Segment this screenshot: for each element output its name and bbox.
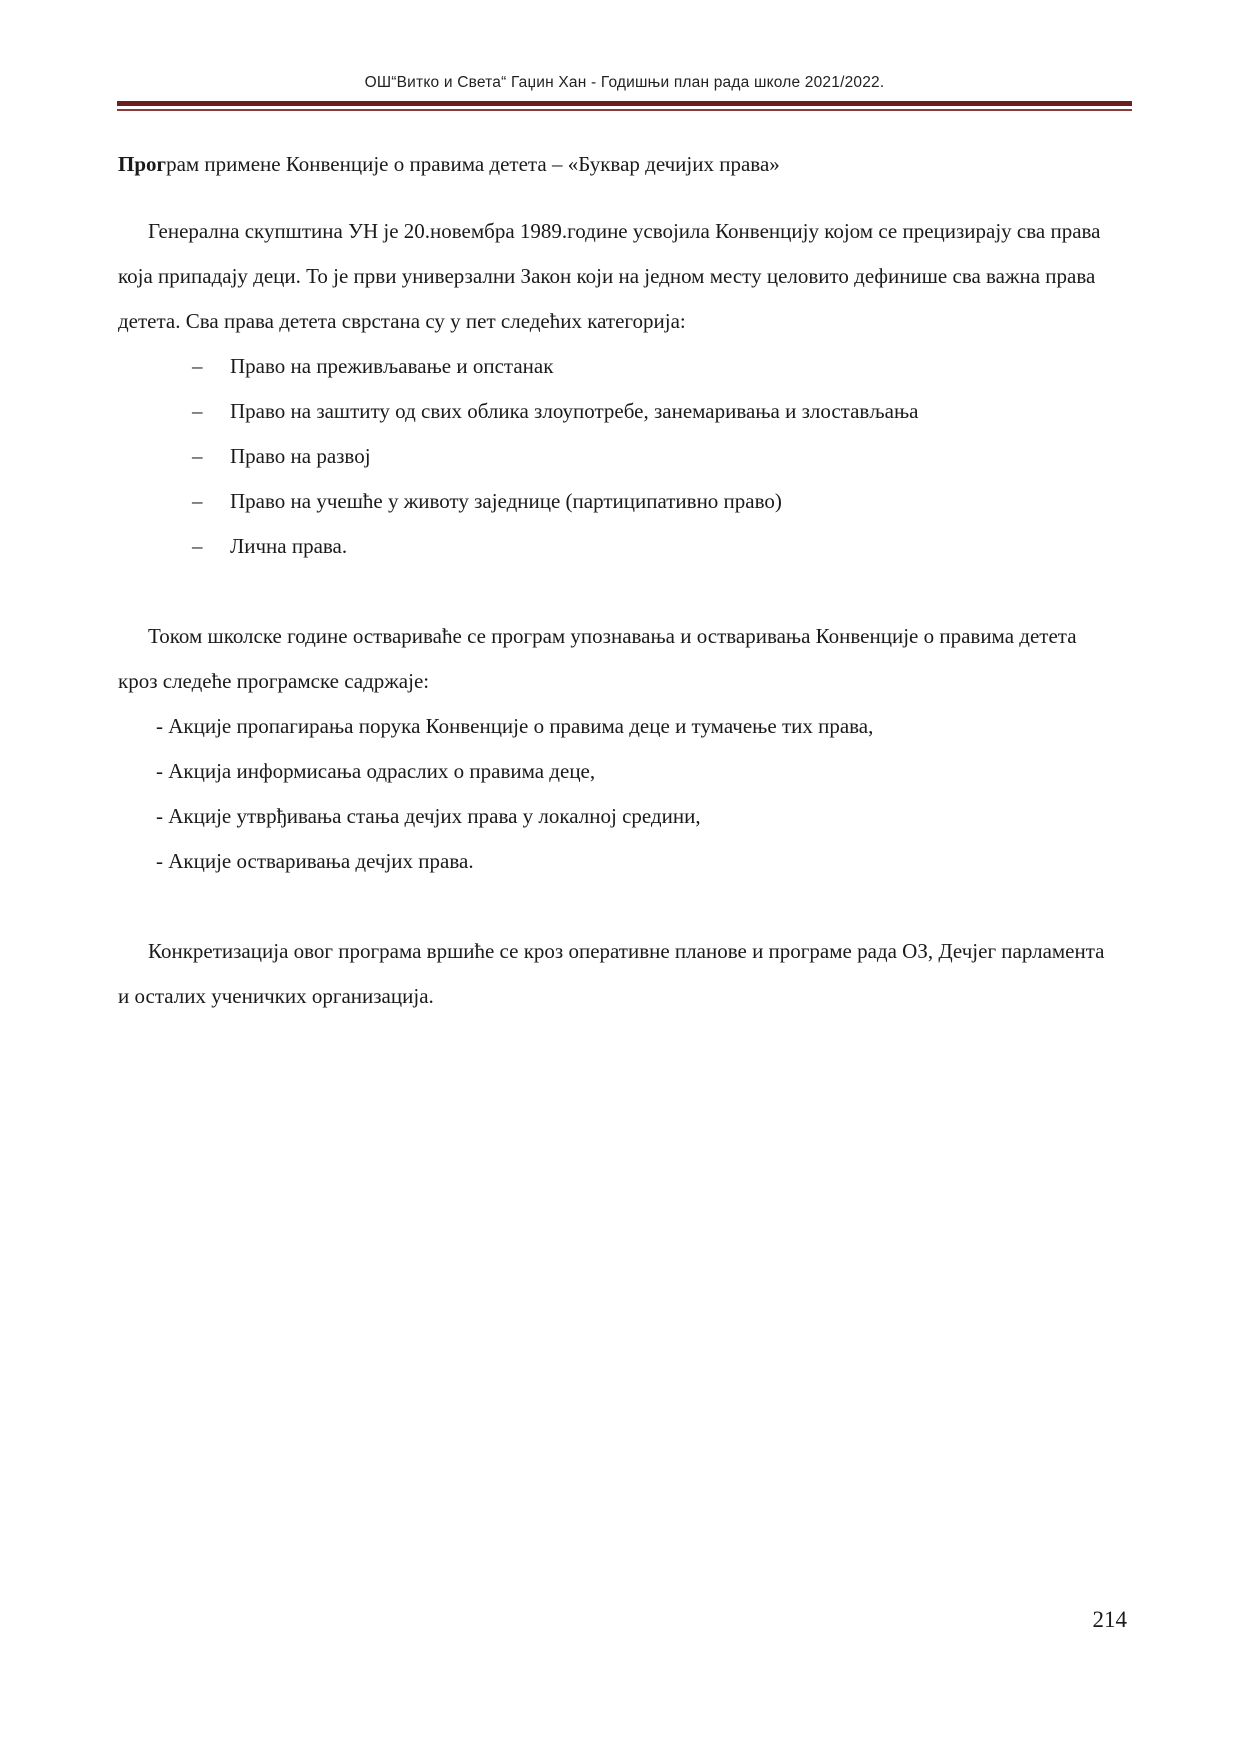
spacer (118, 569, 1118, 614)
list-item (118, 389, 1118, 434)
program-contents-list (118, 704, 1118, 884)
section-title-rest: рам примене Конвенције о правима детета – «Буквар дечијих права» (166, 152, 780, 176)
closing-paragraph: Конкретизација овог програма вршиће се кроз оперативне планове и програме рада ОЗ, Дечјег парламента и осталих ученичких организација. (118, 939, 1105, 1008)
intro-paragraph: Генерална скупштина УН је 20.новембра 1989.године усвојила Конвенцију којом се прецизирају сва права која припадају деци. То је први универзални Закон који на једном месту целовито дефинише сва важна права детета. Сва права детета сврстана су у пет следећих категорија: (118, 219, 1101, 333)
list-item (118, 479, 1118, 524)
list-item (118, 524, 1118, 569)
list-item: - Акције остваривања дечјих права. (156, 849, 474, 873)
list-item-text: Право на заштиту од свих облика злоупотребе, занемаривања и злостављања (230, 399, 919, 423)
list-item-text: Лична права. (230, 534, 348, 558)
dash-bullet: – (192, 489, 203, 513)
list-item (118, 434, 1118, 479)
dash-bullet: – (192, 534, 203, 558)
dash-bullet: – (192, 354, 203, 378)
section-title-bold: Прог (118, 152, 167, 176)
list-item: - Акције пропагирања порука Конвенције о правима деце и тумачење тих права, (156, 714, 874, 738)
program-paragraph: Током школске године оствариваће се програм упознавања и остваривања Конвенције о правима детета кроз следеће програмске садржаје: (118, 624, 1077, 693)
page-number: 214 (1092, 1607, 1127, 1632)
list-item-text: Право на преживљавање и опстанак (230, 354, 554, 378)
dash-bullet: – (192, 444, 203, 468)
list-item-text: Право на развој (230, 444, 371, 468)
list-item: - Акција информисања одраслих о правима деце, (156, 759, 596, 783)
running-header: ОШ“Витко и Света“ Гаџин Хан - Годишњи план рада школе 2021/2022. (364, 74, 885, 91)
header-rule-thick (117, 101, 1132, 106)
list-item (118, 344, 1118, 389)
list-item-text: Право на учешће у животу заједнице (партиципативно право) (230, 489, 782, 513)
section-title (118, 142, 1118, 187)
dash-bullet: – (192, 399, 203, 423)
spacer (118, 884, 1118, 929)
rights-categories-list (118, 344, 1118, 569)
list-item: - Акције утврђивања стања дечјих права у локалној средини, (156, 804, 701, 828)
page-content (118, 142, 1118, 1019)
header-rule-thin (117, 109, 1132, 111)
